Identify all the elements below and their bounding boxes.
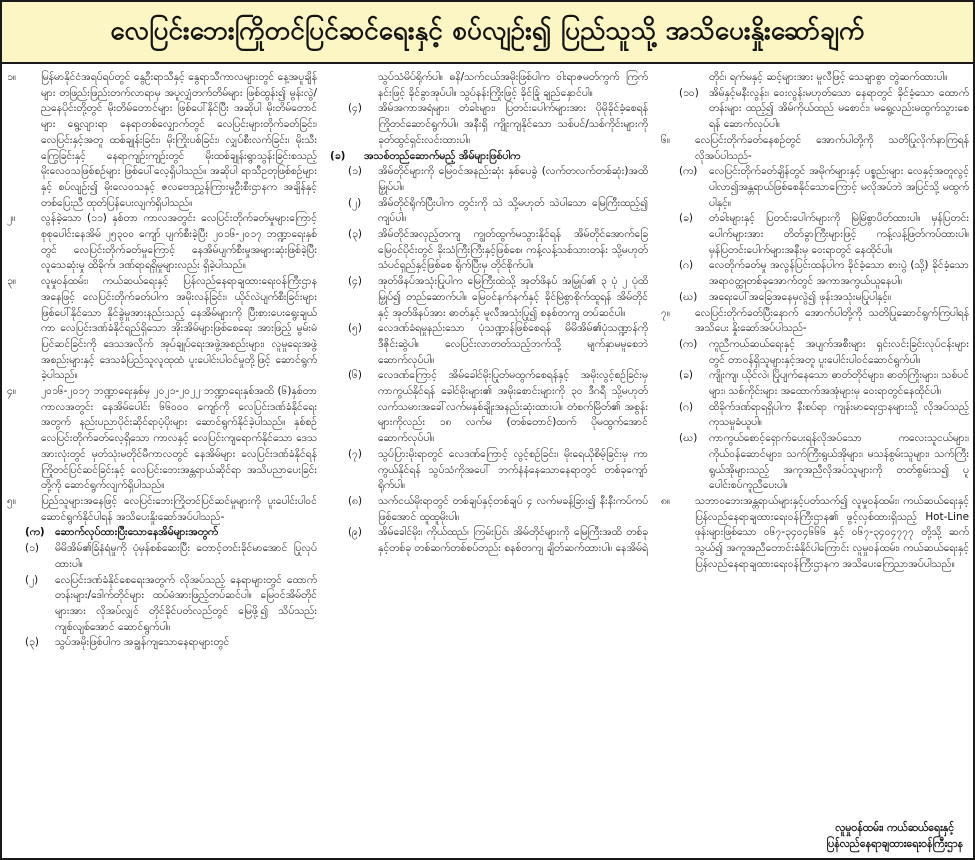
item-number: (၈) [348, 494, 363, 507]
paragraph-number: ၁။ [7, 71, 16, 83]
list-item [330, 101, 648, 148]
item-text: အိမ်တိုင်များကို မြေဝင်အနည်းဆုံး နှစ်ပေခွဲ (လက်တလက်တစ်ဆုံး)အထိ မြှုပ်ပါ။ [378, 165, 648, 193]
item-number: (ဃ) [679, 290, 698, 303]
title-banner [2, 2, 973, 64]
item-text: ကူညီကယ်ဆယ်ရေးနှင့် အပျက်အစီးများ ရှင်းလင်းခြင်းလုပ်ငန်းများတွင် တာဝန်ရှိသူများနှင့်အတူ ပူးပေါင်းပါဝင်ဆောင်ရွက်ပါ။ [709, 337, 969, 366]
item-number: (ဂ) [679, 259, 694, 272]
list-item [330, 368, 648, 447]
item-number: (ခ) [679, 369, 693, 382]
item-number: (က) [679, 165, 698, 178]
section-heading-new-homes [330, 149, 648, 165]
list-item [661, 164, 969, 211]
list-item [661, 290, 969, 306]
paragraph-number: ၈။ [661, 494, 671, 507]
item-text: ကာကွယ်စောင့်ရှောက်ပေးရန်လိုအပ်သော ကလေးသူငယ်များ၊ ကိုယ်ဝန်ဆောင်များ၊ သက်ကြီးရွယ်အိုများ၊ မသန်စွမ်းသူများ၊ သက်ကြီးရွယ်အိုများသည့် အကူအညီလိုအပ်သူများကို တတ်စွမ်းသ၍ ပူပေါင်းစပ်ကူညီပေးပါ။ [709, 432, 969, 492]
issuer-line-1: လူမှုဝန်ထမ်း၊ ကယ်ဆယ်ရေးနှင့် [835, 822, 955, 834]
column-1 [7, 70, 317, 855]
list-item [661, 211, 969, 258]
paragraph-text: မြန်မာနိုင်ငံအရပ်ရပ်တွင် နွေဦးရာသီနှင့် နွေရာသီကာလများတွင် နေ့အပူချိန်များ တဖြည်းဖြည်းတက်လာရာမှ အပူလျှံတက်တိမ်များ ဖြစ်ထွန်း၍ မွန်းလွဲ/ညနေပိုင်းတို့တွင် မိုးတိမ်တောင်များ ဖြစ်ပေါ်နိုင်ပြီး အဆိုပါ မိုးတိမ်တောင်များ ရွေ့လျားရာ နေရာတစ်လျှောက်တွင် လေပြင်းများတိုက်ခတ်ခြင်း၊ လေပြင်းနှင့်အတူ ထစ်ချုန်းခြင်း၊ မိုးကြိုးပစ်ခြင်း၊ လျှပ်စီးလက်ခြင်း၊ မိုးသီးကြွေခြင်းနှင့် နေရာကျဉ်းကျဉ်းတွင် မိုးထစ်ချုန်းရွာသွန်းခြင်းစသည့် မိုးလေဝသဖြစ်စဉ်များ ဖြစ်ပေါ်လေ့ရှိပါသည်။ အဆိုပါ ရာသီဥတုဖြစ်စဉ်များနှင့် စပ်လျဉ်း၍ မိုးလေဝသနှင့် ဇလဗေဒညွှန်ကြားမှုဦးစီးဌာနက အချိန်နှင့်တစ်ပြေးညီ ထုတ်ပြန်ပေးလျက်ရှိပါသည်။ [41, 71, 317, 209]
item-text: သက်ငယ်မိုးရာတွင် တစ်ချပ်နှင့်တစ်ချပ် ၄ လက်မခန့်ခြား၍ နီးနီးကပ်ကပ်ဖြစ်အောင် ထူထူမိုးပါ။ [378, 494, 648, 523]
item-text: ထိခိုက်ဒဏ်ရာရရှိပါက နီးစပ်ရာ ကျန်းမာရေးဌာနများသို့ လိုအပ်သည့် ကုသမှုခံယူပါ။ [709, 400, 969, 429]
paragraph-7 [661, 306, 969, 337]
section-letter: (ခ) [330, 149, 346, 162]
list-item [661, 258, 969, 289]
column-2 [330, 70, 648, 855]
item-number: (၂) [348, 196, 362, 209]
paragraph-number: ၅။ [7, 494, 16, 507]
paragraph-text: လေပြင်းတိုက်ခတ်ပြီးနောက် အောက်ပါတို့ကို သတိပြုဆောင်ရွက်ကြပါရန် အသိပေး နှိုးဆော်အပ်ပါသည်- [695, 306, 969, 335]
paragraph-4 [7, 384, 317, 494]
item-number: (က) [679, 337, 698, 350]
list-item-continued [330, 70, 648, 101]
item-text: အိမ်ခေါင်မိုး၊ ကိုယ်ထည်၊ ကြမ်းပြင်၊ အိမ်တိုင်များကို မြေကြီးအထိ တစ်ခုနှင့်တစ်ခု တစ်ဆက်တစ်စပ်တည်း စနစ်တကျ ချိတ်ဆက်ထားပါ။ နေအိမ်ရဲ့ [378, 526, 648, 555]
list-item [661, 400, 969, 431]
item-text: တိုင်၊ ရက်မနှင့် ဆင့်များအား မူလီဖြင့် သေချာစွာ တွဲဆက်ထားပါ။ [709, 71, 948, 83]
section-heading-text: အသစ်တည်ဆောက်မည့် အိမ်များဖြစ်ပါက [364, 149, 521, 162]
list-item [661, 337, 969, 368]
paragraph-6 [661, 133, 969, 164]
list-item [330, 447, 648, 494]
item-text: သွပ်အမိုးဖြစ်ပါက အချွန်ကျသောနေရာများတွင် [55, 636, 230, 649]
paragraph-text: သဘာဝဘေးအန္တရာယ်များနှင့်ပတ်သက်၍ လူမှုဝန်ထမ်း၊ ကယ်ဆယ်ရေးနှင့် ပြန်လည်နေရာချထားရေးဝန်ကြီးဌာန၏ ဖွင့်လှစ်ထားရှိသည့် Hot-Line ဖုန်းများဖြစ်သော ၀၆၇-၃၄၀၄၆၆၆ နှင့် ၀၆၇-၃၄၀၄၇၇၇ တို့သို့ ဆက်သွယ်၍ အကူအညီတောင်းခံနိုင်ပါကြောင်း လူမှုဝန်ထမ်း၊ ကယ်ဆယ်ရေးနှင့် ပြန်လည်နေရာချထားရေးဝန်ကြီးဌာနက အသိပေးကြေညာအပ်ပါသည်။ [695, 494, 969, 570]
item-text: တံခါးများနှင့် ပြတင်းပေါက်များကို မြဲမြံစွာပိတ်ထားပါ။ မှန်ပြတင်းပေါက်များအား တိတ်ခွာကြီးများဖြင့် ကန့်လန့်ဖြတ်ကပ်ထားပါ။ မှန်ပြတင်းပေါက်များအနီးမှ ဝေးရာတွင် နေထိုင်ပါ။ [709, 212, 969, 256]
item-number: (၂) [25, 573, 39, 586]
paragraph-text: လေပြင်းတိုက်ခတ်နေစဉ်တွင် အောက်ပါတို့ကို သတိပြုလိုက်နာကြရန် လိုအပ်ပါသည်- [695, 133, 969, 162]
item-text: ကျိုးကျ၊ ယိုင်လဲ၊ ပြိုပျက်နေသော ဓာတ်တိုင်များ၊ ဓာတ်ကြိုးများ၊ သစ်ပင်များ၊ သစ်ကိုင်းများ အထောက်အအုံများမှ ဝေးရာတွင်နေထိုင်ပါ။ [709, 369, 969, 398]
paragraph-number: ၂။ [7, 212, 16, 225]
item-number: (၆) [348, 369, 362, 382]
list-item [661, 368, 969, 399]
item-text: အိမ်တိုင်အလှည့်တကျ ကျွတ်ထွက်မသွားနိုင်ရန် အိမ်တိုင်အောက်ခြေ မြေ၀င်ပိုင်းတွင် ခိုးသံကြီးကြီးနှင့်ဖြစ်စေ၊ ကန့်လန့်သစ်သားတန်း သို့မဟုတ် သံပင်ရှည်နှင့်ဖြစ်စေ ရိုက်ပြီးမှ တိုင်စိုက်ပါ။ [378, 228, 648, 272]
paragraph-number: ၇။ [661, 306, 670, 319]
item-text: လေဒဏ်ခံရမှုနည်းသော ပုံသဏ္ဍာန်ဖြစ်စေရန် မိမိအိမ်၏ပုံသဏ္ဍာန်ကို ဒီဇိုင်းဆွဲပါ။ လေပြင်းလာတတ်သည့်ဘက်သို့ မျက်နှာမမူစေဘဲ ဆောက်လုပ်ပါ။ [378, 322, 648, 366]
item-text: အရေးပေါ်အခြေအနေမှလွဲ၍ ဖုန်းအသုံးမပြုပါနှင့်။ [709, 290, 892, 303]
item-text: လေတိုက်ခတ်မှု အလွန်ပြင်းထန်ပါက ခိုင်ခံ့သော စားပွဲ (သို့) ခိုင်ခံ့သော အရာဝတ္ထုတစ်ခုအောက်တွင် အကာအကွယ်ယူနေပါ။ [709, 259, 969, 288]
item-number [348, 70, 378, 101]
item-text: လေပြင်းတိုက်ခတ်ချိန်တွင် အမိုက်များနှင့် ပစ္စည်းများ လေနှင့်အတူလွင့်ပါလာ၍အန္တရာယ်ဖြစ်စေနိုင်သောကြောင့် မလိုအပ်ဘဲ အပြင်သို့ မထွက်ပါနှင့်။ [709, 165, 969, 209]
item-number: (၄) [348, 102, 362, 115]
item-number: (ဃ) [679, 432, 698, 445]
item-text: လေပြင်းဒဏ်ခံနိုင်စေရေးအတွက် လိုအပ်သည့် နေရာများတွင် ထောက်တန်းများ/ဒေါက်တိုင်များ ထပ်မံအားဖြည့်တပ်ဆင်ပါ။ မြေဝင်အိမ်တိုင်များအား လိုအပ်လျှင် တိုင်ခိုင်ပတ်လည်တွင် မြေဖို့၍ သိပ်သည်းကျစ်လျစ်အောင် ဆောင်ရွက်ပါ။ [55, 573, 317, 633]
list-item [330, 525, 648, 556]
item-number: (၁) [25, 542, 39, 555]
item-text: အိမ်တိုင်ရိုက်ပြီးပါက တွင်းကို သဲ သို့မဟုတ် သဲပါသော မြေကြီးထည့်၍ ကျပ်ပါ။ [378, 196, 648, 225]
item-text: အုတ်ဖိနပ်အသုံးပြုပါက မြေကြီးထဲသို့ အုတ်ဖိနပ် အမြှုပ်၏ ၃ ပုံ ၂ ပုံထိ မြှုပ်၍ တည်ဆောက်ပါ။ မြေဝင်နက်နက်နှင့် ခိုင်မြဲစွာစိုက်ထူရန် အိမ်တိုင်နှင့် အုတ်ဖိနပ်အား ဓာတ်နှင့် မူလီအသုံးပြု၍ စနစ်တကျ တပ်ဆင်ပါ။ [378, 275, 648, 319]
item-number: (၇) [348, 447, 362, 460]
list-item [7, 573, 317, 636]
paragraph-text: ပြည်သူများအနေဖြင့် လေပြင်းဘေးကြိုတင်ပြင်ဆင်မှုများကို ပူးပေါင်းပါဝင်ဆောင်ရွက်နိုင်ပါရန် အသိပေးနှိုးဆော်အပ်ပါသည်- [41, 494, 317, 523]
item-number: (၃) [348, 228, 362, 241]
paragraph-3 [7, 274, 317, 384]
item-number: (၁၀) [679, 86, 699, 99]
notice-title: လေပြင်းဘေးကြိုတင်ပြင်ဆင်ရေးနှင့် စပ်လျဉ်း၍ ပြည်သူသို့ အသိပေးနှိုးဆော်ချက် [110, 15, 865, 46]
list-item [7, 541, 317, 572]
section-heading-text: ဆောက်လုပ်ထားပြီးသောနေအိမ်များအတွက် [55, 526, 219, 539]
item-number: (၁) [348, 165, 362, 178]
list-item [330, 321, 648, 368]
paragraph-2 [7, 211, 317, 274]
item-number: (ခ) [679, 212, 693, 225]
item-text: အိမ်အကာအရံများ၊ တံခါးများ၊ ပြတင်းပေါက်များအား ပိုမိုခိုင်ခံ့စေရန် ကြိုတင်ဆောင်ရွက်ပါ။ အနီးရှိ ကျိုးကျနိုင်သော သစ်ပင်/သစ်ကိုင်းများကို ခုတ်ထွင်ရှင်းလင်းထားပါ။ [378, 102, 648, 146]
item-number: (ဂ) [679, 400, 694, 413]
paragraph-1 [7, 70, 317, 211]
paragraph-text: ၂၀၁၆-၂၀၁၇ ဘဏ္ဍာရေးနှစ်မှ ၂၀၂၁-၂၀၂၂ ဘဏ္ဍာရေးနှစ်အထိ (၆)နှစ်တာကာလအတွင်း နေအိမ်ပေါင်း ၆၆၀၀၀ ကျော်ကို လေပြင်းဒဏ်ခံနိုင်ရေးအတွက် နည်းပညာပိုင်းဆိုင်ရာပံ့ပိုးများ ဆောင်ရွက်နိုင်ခဲ့ပါသည်။ နှစ်စဉ်လေပြင်းတိုက်ခတ်လေ့ရှိသော ကာလနှင့် လေပြင်းကျရောက်နိုင်သော ဒေသအားလုံးတွင် မှတ်သုံးမတိုင်မီကာလတွင် နေအိမ်များ လေပြင်းဒဏ်ခံနိုင်ရန် ကြိုတင်ပြင်ဆင်ခြင်းနှင့် လေပြင်းဘေးအန္တရာယ်ဆိုင်ရာ အသိပညာပေးခြင်းတို့ကို ဆောင်ရွက်လျက်ရှိပါသည်။ [41, 385, 317, 492]
list-item [330, 494, 648, 525]
paragraph-number: ၆။ [661, 133, 670, 146]
paragraph-8 [661, 494, 969, 573]
list-item [330, 164, 648, 195]
item-text: မိမိအိမ်၏ခြံနံရံမှုကို ပုံမှန်စစ်ဆေးပြီး တောင့်တင်းခိုင်မာအောင် ပြုလုပ်ထားပါ။ [55, 542, 317, 570]
item-text: သွပ်သံမိပ်ရိုက်ပါ။ ဓနိ/သက်ငယ်အမိုးဖြစ်ပါက ဝါးရာဇမတ်ကွက် ကြက်နင်းဖြင့် ခိုင်ခွာအုပ်ပါ။ သွပ်နန်းကြိုးဖြင့် ခိုင်ခြုံ ချည်နှောင်ပါ။ [378, 71, 648, 99]
list-item [330, 274, 648, 321]
item-number: (၉) [348, 526, 362, 539]
column-3 [661, 70, 969, 855]
list-item [330, 227, 648, 274]
item-text: သွပ်ပြားမိုးရာတွင် လေဒဏ်ကြောင့် လွင့်စဉ်ခြင်း၊ မိုးရေယိုစိမ့်ခြင်းမှ ကာကွယ်နိုင်ရန် သွပ်သံကိုအပေါ် ဘက်နံနံနေသောနေရာတွင် တစ်ခုကျော် ရိုက်ပါ။ [378, 447, 648, 492]
item-text: လေဒဏ်ကြောင့် အိမ်ခေါင်မိုးပြုတ်မထွက်စေရန်နှင့် အမိုးလွင့်စဉ်ခြင်းမှ ကာကွယ်နိုင်ရန် ခေါင်မိုးများ၏ အမိုးစောင်းများကို ၃၀ ဒီဂရီ သို့မဟုတ် လက်သမားအခေါ်လက်မနှစ်ချိုးအနည်းဆုံးထားပါ။ တံစက်မြိတ်၏ အစွန်းများကိုလည်း ၁၈ လက်မ (တစ်တောင်)ထက် ပိုမထွက်အောင် ဆောက်လုပ်ပါ။ [378, 369, 648, 445]
item-number [679, 70, 709, 86]
paragraph-text: လွန်ခဲ့သော (၁၁) နှစ်တာ ကာလအတွင်း လေပြင်းတိုက်ခတ်မှုများကြောင့် စုစုပေါင်းနေအိမ် ၂၅၃၀၀ ကျော် ပျက်စီးခဲ့ပြီး ၂၀၁၆-၂၀၁၇ ဘဏ္ဍာရေးနှစ်တွင် လေပြင်းတိုက်ခတ်မှုကြောင့် နေအိမ်ပျက်စီးမှုအများဆုံးဖြစ်ခဲ့ပြီး လူသေဆုံးမှု ထိခိုက်၊ ဒဏ်ရာရရှိမှုများလည်း ရှိခဲ့ပါသည်။ [41, 212, 317, 272]
list-item [330, 196, 648, 227]
section-heading-existing-homes [7, 525, 317, 541]
paragraph-number: ၃။ [7, 275, 16, 288]
paragraph-number: ၄။ [7, 385, 16, 398]
item-number: (၅) [348, 322, 362, 335]
paragraph-5 [7, 494, 317, 525]
paragraph-text: လူမှုဝန်ထမ်း၊ ကယ်ဆယ်ရေးနှင့် ပြန်လည်နေရာချထားရေးဝန်ကြီးဌာနအနေဖြင့် လေပြင်းတိုက်ခတ်ပါက အမိုးလန်ခြင်း၊ ယိုင်လဲပျက်စီးခြင်းများ ဖြစ်ပေါ်နိုင်သော နိုင်ခွဲမှုအားနည်းသည့် နေအိမ်များကို ပြီးစားပေးရွေးချယ်ကာ လေပြင်းဒဏ်ခံနိုင်ရည်ရှိသော အိုးအိမ်များဖြစ်စေရေး အားဖြည့် မွမ်းမံ ပြင်ဆင်ခြင်းကို ဒေသအလိုက် အုပ်ချုပ်ရေးအဖွဲ့အစည်းများ၊ လူမှုရေးအဖွဲ့အစည်းများနှင့် ဒေသခံပြည်သူလူထုထံ ပူးပေါင်းပါဝင်မှုတို့ဖြင့် ဆောင်ရွက်ခဲ့ပါသည်။ [41, 275, 317, 382]
list-item-continued [661, 70, 969, 86]
list-item [661, 86, 969, 133]
list-item [7, 635, 317, 651]
issuer-line-2: ပြန်လည်နေရာချထားရေးဝန်ကြီးဌာန [826, 838, 963, 850]
list-item [661, 431, 969, 494]
issuer-signature [826, 820, 963, 852]
item-number: (၄) [348, 275, 362, 288]
section-letter: (က) [25, 526, 45, 539]
item-text: အိမ်နှင့်မနီးလွန်း၊ ဝေးလွန်းမဟုတ်သော နေရာတွင် ခိုင်ခံ့သော ထောက်တန်းများ ထည့်၍ အိမ်ကိုယ်ထည် မစောင်း၊ မရွေ့လည်းမထွက်သွားစေရန် ဆောက်လုပ်ပါ။ [709, 86, 969, 131]
item-number: (၃) [25, 636, 39, 649]
